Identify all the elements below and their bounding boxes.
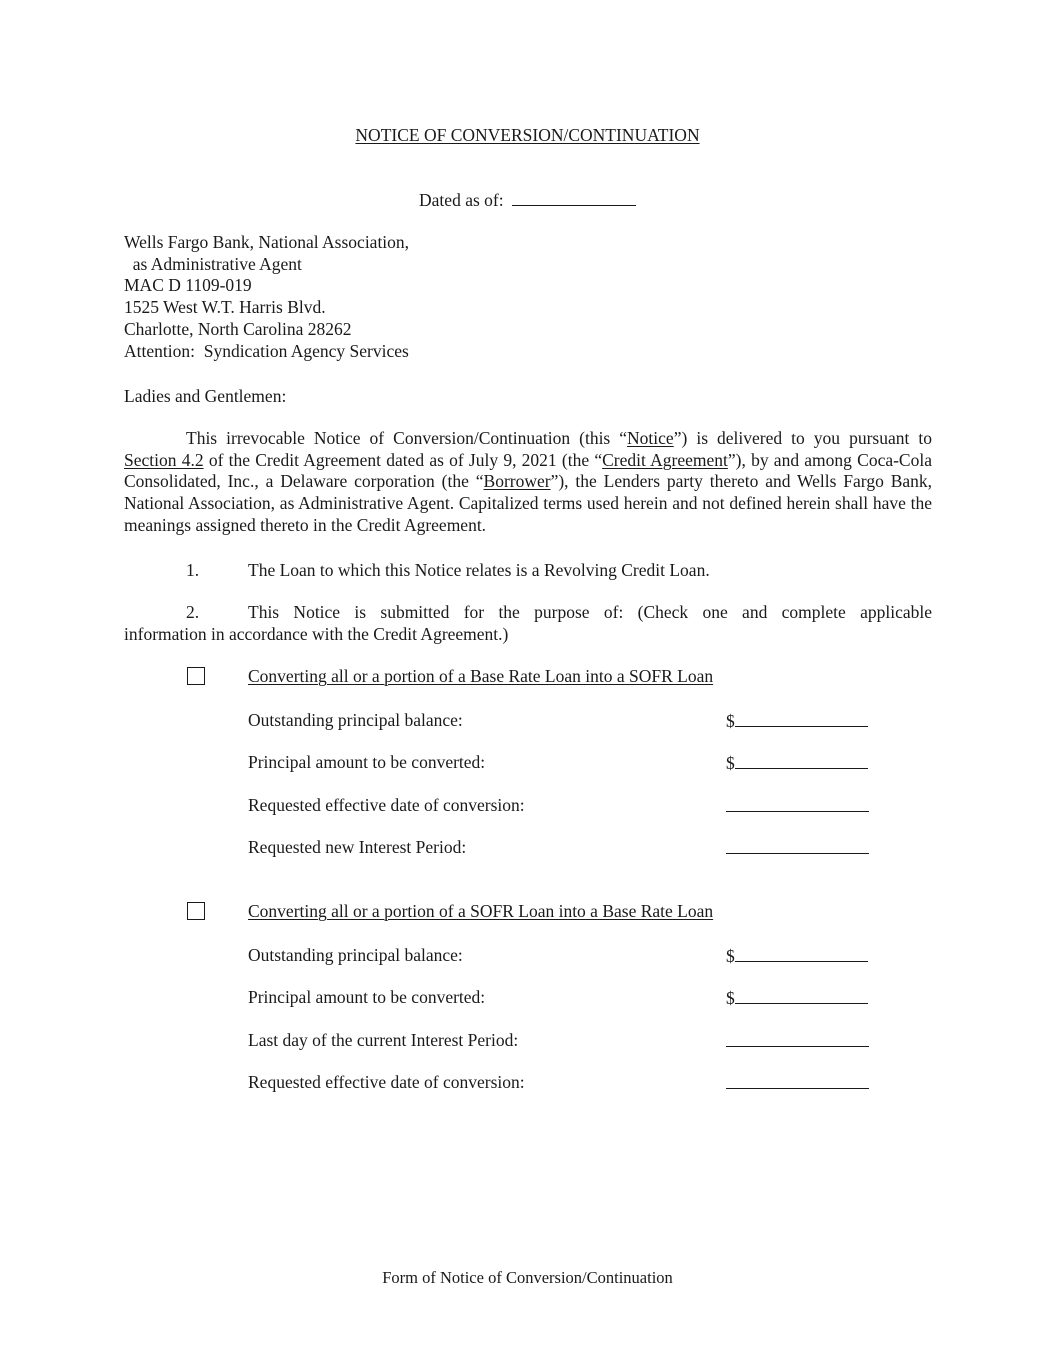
field-label: Requested effective date of conversion: bbox=[248, 795, 525, 815]
dated-blank-field[interactable] bbox=[512, 189, 636, 206]
item-text: This Notice is submitted for the purpose of: (Check one and complete applicable bbox=[248, 602, 932, 622]
date-field[interactable] bbox=[726, 794, 869, 817]
amount-field[interactable]: $ bbox=[726, 709, 868, 732]
address-line: Wells Fargo Bank, National Association, bbox=[124, 232, 410, 252]
date-field[interactable] bbox=[726, 1029, 869, 1052]
dated-label: Dated as of: bbox=[419, 190, 504, 210]
section-reference: Section 4.2 bbox=[124, 449, 204, 470]
date-field[interactable] bbox=[726, 1071, 869, 1094]
interest-period-field[interactable] bbox=[726, 836, 869, 859]
field-label: Requested new Interest Period: bbox=[248, 837, 467, 857]
field-label: Principal amount to be converted: bbox=[248, 987, 486, 1007]
field-label: Outstanding principal balance: bbox=[248, 945, 463, 965]
page-footer: Form of Notice of Conversion/Continuation bbox=[382, 1268, 673, 1287]
item-number: 1. bbox=[186, 560, 200, 580]
intro-paragraph: This irrevocable Notice of Conversion/Continuation (this “Notice”) is delivered to you pursuant to Section 4.2 of the Credit Agreement dated as of July 9, 2021 (the “Credit Agreement”), by and among Coca-Cola Consolidated, Inc., a Delaware corporation (the “Borrower”), the Lenders party thereto and Wells Fargo Bank, National Association, as Administrative Agent. Capitalized terms used herein and not defined herein shall have the meanings assigned thereto in the Credit Agreement. bbox=[124, 428, 933, 535]
document-title: NOTICE OF CONVERSION/CONTINUATION bbox=[355, 125, 700, 145]
field-label: Principal amount to be converted: bbox=[248, 752, 486, 772]
address-line: as Administrative Agent bbox=[124, 253, 302, 274]
defined-term-notice: Notice bbox=[627, 428, 674, 448]
address-line: 1525 West W.T. Harris Blvd. bbox=[124, 297, 326, 318]
salutation: Ladies and Gentlemen: bbox=[124, 386, 287, 406]
defined-term-credit-agreement: Credit Agreement bbox=[602, 449, 728, 470]
item-text: The Loan to which this Notice relates is a Revolving Credit Loan. bbox=[248, 560, 710, 580]
item-text-continuation: information in accordance with the Credit Agreement.) bbox=[124, 624, 509, 644]
address-line: Charlotte, North Carolina 28262 bbox=[124, 318, 352, 339]
item-number: 2. bbox=[186, 602, 200, 622]
address-line: MAC D 1109-019 bbox=[124, 275, 252, 296]
field-label: Last day of the current Interest Period: bbox=[248, 1030, 519, 1050]
dated-line bbox=[0, 189, 1055, 211]
addressee-block bbox=[124, 232, 409, 362]
field-label: Outstanding principal balance: bbox=[248, 710, 463, 730]
amount-field[interactable]: $ bbox=[726, 986, 868, 1009]
option-checkbox-base-to-sofr[interactable] bbox=[187, 667, 205, 685]
address-line: Attention: Syndication Agency Services bbox=[124, 340, 409, 361]
amount-field[interactable]: $ bbox=[726, 751, 868, 774]
defined-term-borrower: Borrower bbox=[483, 471, 551, 492]
field-label: Requested effective date of conversion: bbox=[248, 1072, 525, 1092]
option-checkbox-sofr-to-base[interactable] bbox=[187, 902, 205, 920]
option-label: Converting all or a portion of a SOFR Loan into a Base Rate Loan bbox=[248, 901, 714, 921]
option-label: Converting all or a portion of a Base Rate Loan into a SOFR Loan bbox=[248, 666, 714, 686]
amount-field[interactable]: $ bbox=[726, 944, 868, 967]
